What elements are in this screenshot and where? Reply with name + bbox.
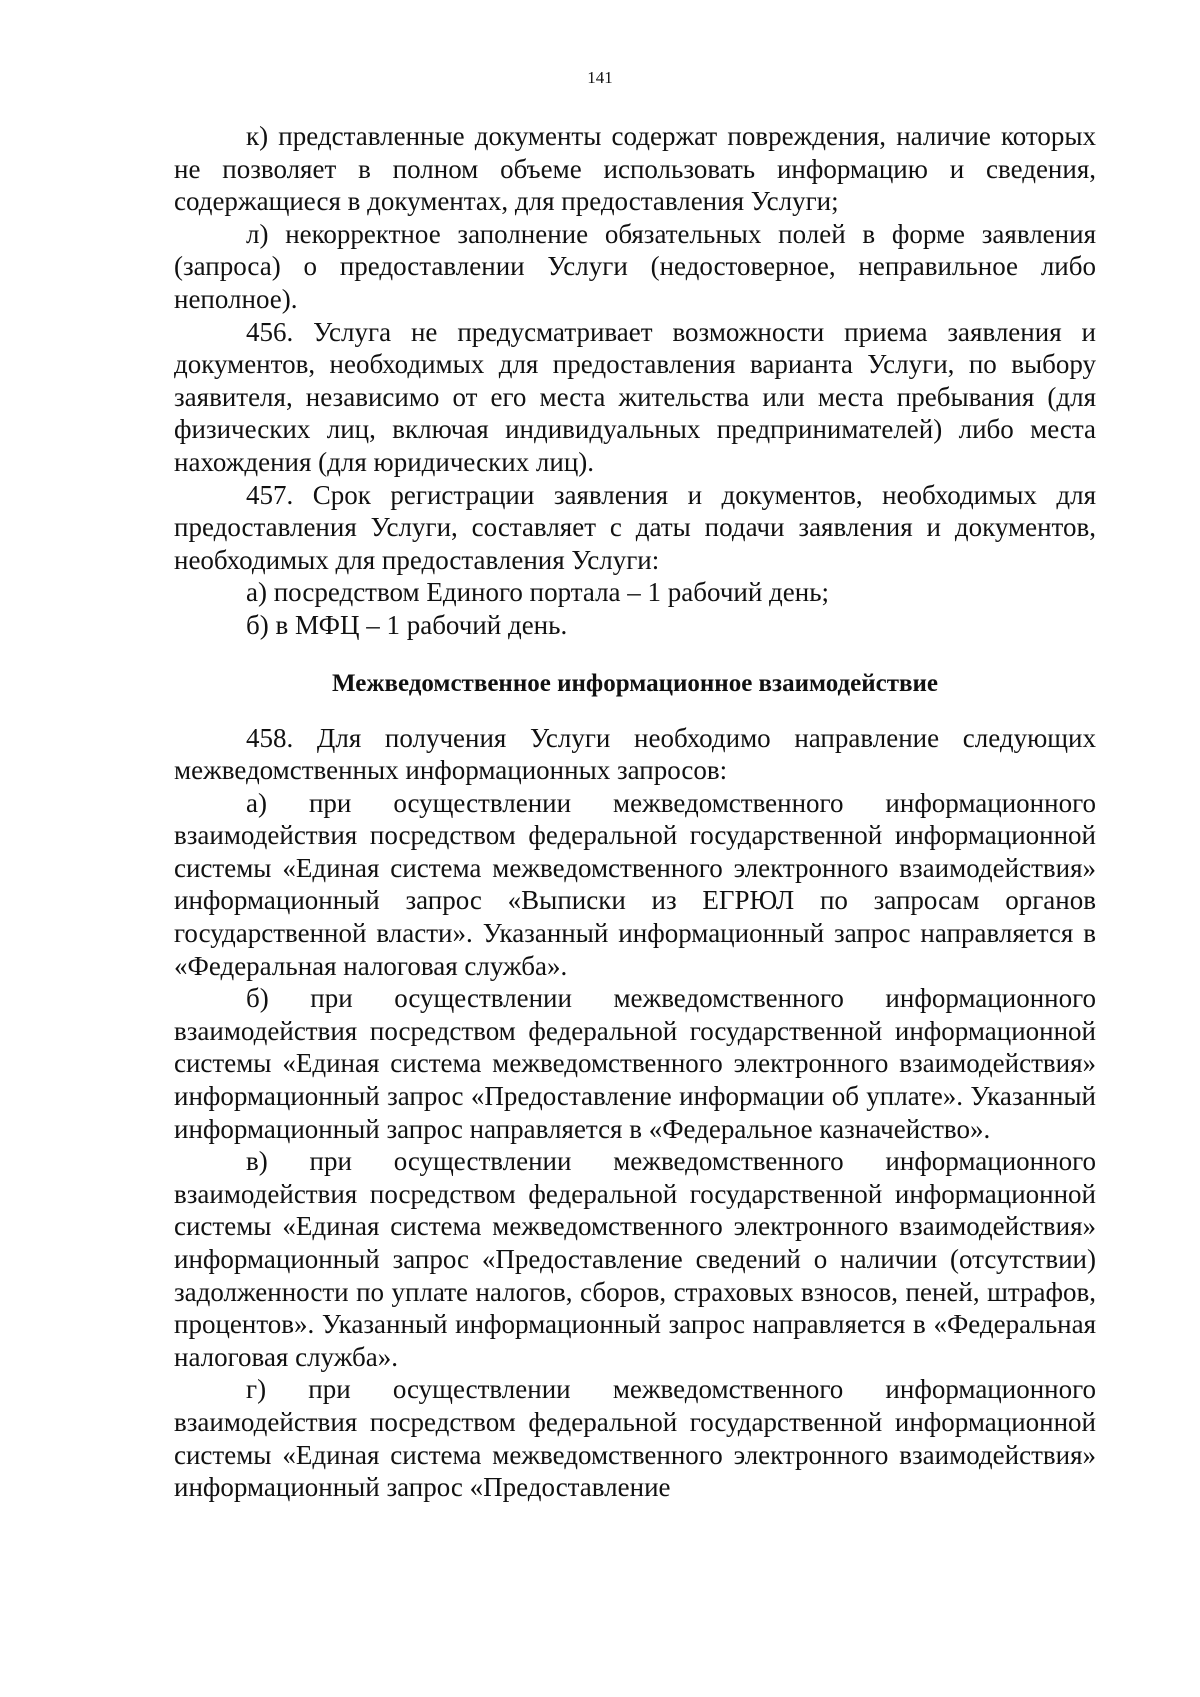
- paragraph-item-l: л) некорректное заполнение обязательных полей в форме заявления (запроса) о предоставлении Услуги (недостоверное, неправильное либо неполное).: [174, 218, 1096, 314]
- paragraph-458-b: б) при осуществлении межведомственного информационного взаимодействия посредством федеральной государственной информационной системы «Единая система межведомственного электронного взаимодействия» информационный запрос «Предоставление информации об уплате». Указанный информационный запрос направляется в «Федеральное казначейство».: [174, 983, 1096, 1144]
- paragraph-458-a: а) при осуществлении межведомственного информационного взаимодействия посредством федеральной государственной информационной системы «Единая система межведомственного электронного взаимодействия» информационный запрос «Выписки из ЕГРЮЛ по запросам органов государственной власти». Указанный информационный запрос направляется в «Федеральная налоговая служба».: [174, 787, 1096, 981]
- paragraph-457-b: б) в МФЦ – 1 рабочий день.: [246, 609, 568, 640]
- document-body: [174, 120, 1096, 1504]
- section-heading: Межведомственное информационное взаимодействие: [332, 669, 938, 697]
- paragraph-item-k: к) представленные документы содержат повреждения, наличие которых не позволяет в полном объеме использовать информацию и сведения, содержащиеся в документах, для предоставления Услуги;: [174, 121, 1096, 217]
- paragraph-458: 458. Для получения Услуги необходимо направление следующих межведомственных информационных запросов:: [174, 722, 1096, 786]
- paragraph-457: 457. Срок регистрации заявления и документов, необходимых для предоставления Услуги, составляет с даты подачи заявления и документов, необходимых для предоставления Услуги:: [174, 479, 1096, 575]
- paragraph-457-a: а) посредством Единого портала – 1 рабочий день;: [246, 577, 830, 608]
- page-number: 141: [587, 68, 613, 87]
- paragraph-458-g: г) при осуществлении межведомственного информационного взаимодействия посредством федеральной государственной информационной системы «Единая система межведомственного электронного взаимодействия» информационный запрос «Предоставление: [174, 1374, 1096, 1503]
- paragraph-458-v: в) при осуществлении межведомственного информационного взаимодействия посредством федеральной государственной информационной системы «Единая система межведомственного электронного взаимодействия» информационный запрос «Предоставление сведений о наличии (отсутствии) задолженности по уплате налогов, сборов, страховых взносов, пеней, штрафов, процентов». Указанный информационный запрос направляется в «Федеральная налоговая служба».: [174, 1146, 1096, 1372]
- paragraph-456: 456. Услуга не предусматривает возможности приема заявления и документов, необходимых для предоставления варианта Услуги, по выбору заявителя, независимо от его места жительства или места пребывания (для физических лиц, включая индивидуальных предпринимателей) либо места нахождения (для юридических лиц).: [174, 316, 1096, 477]
